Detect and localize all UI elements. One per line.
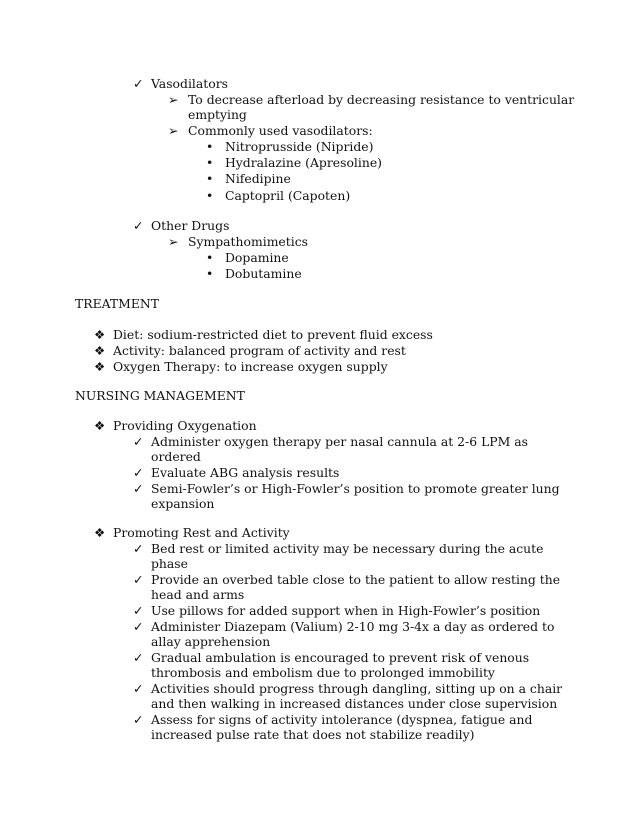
check-icon: ✓ [133,681,144,696]
list-item-label: Administer oxygen therapy per nasal cannula at 2-6 LPM as [151,434,529,449]
list-item-label: allay apprehension [151,634,271,649]
drug-label: Dobutamine [225,266,302,281]
list-item-label: Bed rest or limited activity may be necessary during the acute [151,541,544,556]
list-item-label: To decrease afterload by decreasing resistance to ventricular [188,92,575,107]
list-item-label: and then walking in increased distances under close supervision [151,696,558,711]
list-item-label: Sympathomimetics [188,234,309,249]
check-icon: ✓ [133,572,144,587]
arrow-icon: ➢ [168,92,179,107]
drug-label: Captopril (Capoten) [225,188,351,203]
bullet-icon: • [206,139,214,154]
check-icon: ✓ [133,218,144,233]
arrow-icon: ➢ [168,234,179,249]
subsection-title: Providing Oxygenation [113,418,257,433]
drug-label: Nifedipine [225,171,291,186]
list-item-label: ordered [151,449,201,464]
section-heading-treatment: TREATMENT [75,296,160,311]
list-item-label: phase [151,556,188,571]
list-item-label: Vasodilators [151,76,228,91]
diamond-icon: ❖ [94,343,106,358]
treatment-label: Oxygen Therapy: to increase oxygen supply [113,359,388,374]
list-item-label: Activities should progress through dangling, sitting up on a chair [151,681,563,696]
diamond-icon: ❖ [94,525,106,540]
bullet-icon: • [206,171,214,186]
list-item-label: thrombosis and embolism due to prolonged immobility [151,665,495,680]
list-item-label: Commonly used vasodilators: [188,123,373,138]
list-item-label: Administer Diazepam (Valium) 2-10 mg 3-4x a day as ordered to [151,619,555,634]
drug-label: Hydralazine (Apresoline) [225,155,383,170]
list-item-label: emptying [188,107,247,122]
bullet-icon: • [206,155,214,170]
bullet-icon: • [206,188,214,203]
diamond-icon: ❖ [94,327,106,342]
check-icon: ✓ [133,712,144,727]
treatment-label: Diet: sodium-restricted diet to prevent fluid excess [113,327,433,342]
bullet-icon: • [206,250,214,265]
check-icon: ✓ [133,541,144,556]
treatment-label: Activity: balanced program of activity and rest [113,343,406,358]
diamond-icon: ❖ [94,359,106,374]
list-item-label: Provide an overbed table close to the patient to allow resting the [151,572,561,587]
list-item-label: Assess for signs of activity intolerance (dyspnea, fatigue and [151,712,533,727]
list-item-label: Gradual ambulation is encouraged to prevent risk of venous [151,650,530,665]
drug-label: Nitroprusside (Nipride) [225,139,374,154]
bullet-icon: • [206,266,214,281]
drug-label: Dopamine [225,250,289,265]
check-icon: ✓ [133,434,144,449]
list-item-label: Semi-Fowler’s or High-Fowler’s position to promote greater lung [151,481,560,496]
section-heading-nursing-management: NURSING MANAGEMENT [75,388,245,403]
subsection-title: Promoting Rest and Activity [113,525,290,540]
list-item-label: increased pulse rate that does not stabilize readily) [151,727,475,742]
list-item-label: expansion [151,496,215,511]
list-item-label: Evaluate ABG analysis results [151,465,340,480]
list-item-label: Use pillows for added support when in High-Fowler’s position [151,603,541,618]
check-icon: ✓ [133,481,144,496]
diamond-icon: ❖ [94,418,106,433]
check-icon: ✓ [133,603,144,618]
list-item-label: Other Drugs [151,218,230,233]
check-icon: ✓ [133,619,144,634]
check-icon: ✓ [133,650,144,665]
check-icon: ✓ [133,465,144,480]
list-item-label: head and arms [151,587,245,602]
arrow-icon: ➢ [168,123,179,138]
check-icon: ✓ [133,76,144,91]
